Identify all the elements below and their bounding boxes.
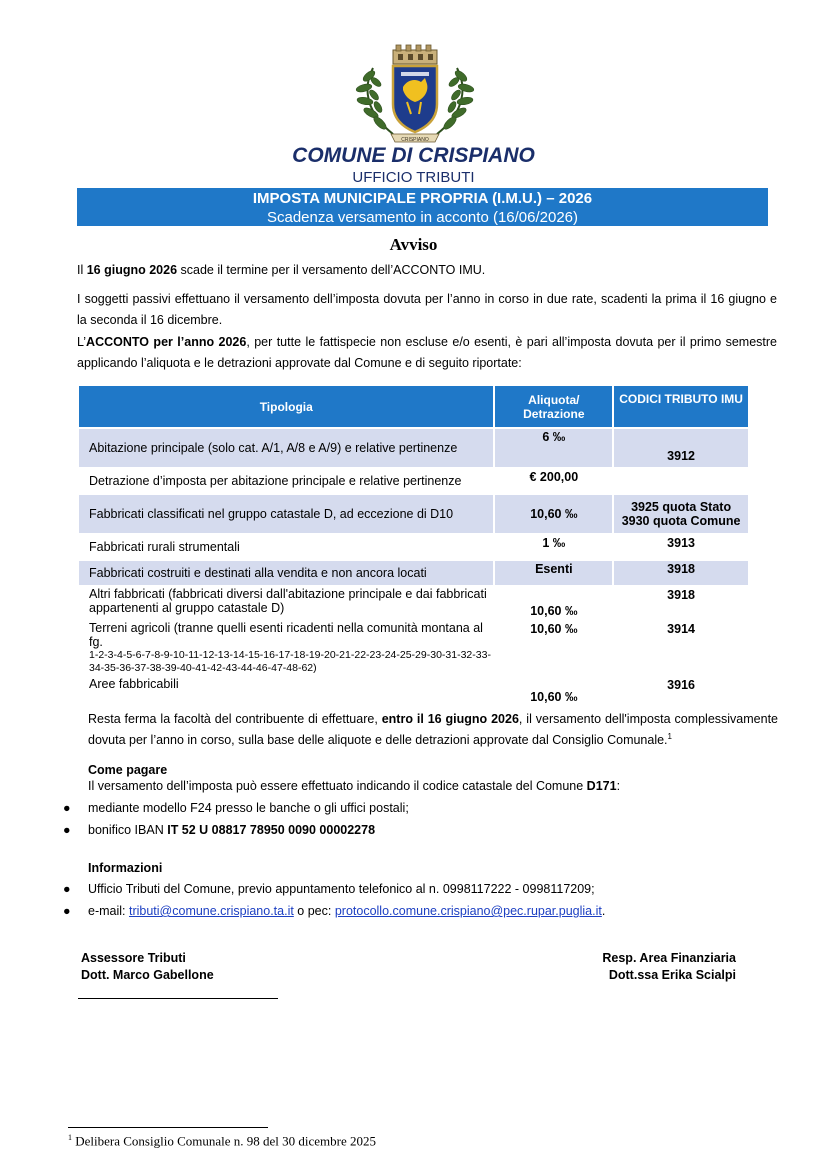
cell-aliquota: 10,60 ‰ (495, 621, 612, 675)
office-name: UFFICIO TRIBUTI (352, 169, 475, 186)
right-signature-name: Dott.ssa Erika Scialpi (608, 968, 736, 982)
footnote-divider (68, 1127, 268, 1128)
bullet-icon: ● (63, 904, 71, 918)
cell-codice-tributo: 3918 (614, 561, 748, 585)
resta-paragraph: Resta ferma la facoltà del contribuente di effettuare, entro il 16 giugno 2026, il versamento dell'imposta complessivamente dovuta per l’anno in corso, sulla base delle aliquote e delle detrazioni approvate dal Consiglio Comunale.$^1$ (88, 712, 779, 748)
intro-paragraph-1: Il 16 giugno 2026 scade il termine per il versamento dell’ACCONTO IMU. (77, 263, 486, 277)
notice-title: Avviso (389, 235, 438, 254)
table-row (79, 621, 748, 675)
municipality-name: COMUNE DI CRISPIANO (292, 144, 535, 167)
cell-aliquota: 6 ‰ (495, 429, 612, 467)
footnote: $^1$ Delibera Consiglio Comunale n. 98 del 30 dicembre 2025 (68, 1133, 376, 1149)
cell-aliquota: Esenti (495, 561, 612, 585)
cell-aliquota: € 200,00 (495, 469, 612, 493)
table-row (79, 587, 748, 619)
cell-tipologia: Fabbricati classificati nel gruppo catastale D, ad eccezione di D10 (79, 495, 493, 533)
banner-subtitle: Scadenza versamento in acconto (16/06/2026) (266, 209, 579, 226)
bullet-icon: ● (63, 882, 71, 896)
cell-codice-tributo (614, 469, 748, 493)
cell-tipologia: Fabbricati rurali strumentali (79, 535, 493, 559)
left-signature (81, 950, 214, 984)
left-signature-name: Dott. Marco Gabellone (81, 968, 214, 982)
cell-tipologia: Detrazione d’imposta per abitazione principale e relative pertinenze (79, 469, 493, 493)
right-signature-role: Resp. Area Finanziaria (602, 951, 736, 965)
come-pagare-title: Come pagare (88, 763, 168, 777)
cell-codice-tributo: 3913 (614, 535, 748, 559)
column-header-aliquota: Aliquota/ Detrazione (495, 386, 612, 427)
table-row (79, 535, 748, 559)
list-item: ● Ufficio Tributi del Comune, previo appuntamento telefonico al n. 0998117222 - 0998117209; (63, 882, 595, 896)
cell-codice-tributo: 3925 quota Stato 3930 quota Comune (614, 495, 748, 533)
informazioni-title: Informazioni (88, 861, 163, 875)
municipal-crest-logo (345, 42, 485, 150)
bullet-icon: ● (63, 801, 71, 815)
list-item: ● mediante modello F24 presso le banche o gli uffici postali; (63, 801, 409, 815)
cell-codice-tributo: 3916 (614, 677, 748, 705)
cell-aliquota: 1 ‰ (495, 535, 612, 559)
title-banner (77, 188, 768, 226)
imu-rates-table (77, 384, 750, 707)
list-item: ● e-mail: tributi@comune.crispiano.ta.it o pec: protocollo.comune.crispiano@pec.rupar.puglia.it. (63, 904, 606, 918)
table-header-row (79, 386, 748, 427)
email-link[interactable]: tributi@comune.crispiano.ta.it (128, 904, 294, 918)
bullet-icon: ● (63, 823, 71, 837)
table-row (79, 469, 748, 493)
cell-codice-tributo: 3914 (614, 621, 748, 675)
list-item: ● bonifico IBAN IT 52 U 08817 78950 0090 00002278 (63, 823, 376, 837)
signature-line (78, 998, 278, 999)
banner-title: IMPOSTA MUNICIPALE PROPRIA (I.M.U.) – 2026 (252, 190, 593, 207)
pec-link[interactable]: protocollo.comune.crispiano@pec.rupar.puglia.it (334, 904, 602, 918)
cell-tipologia: Terreni agricoli (tranne quelli esenti ricadenti nella comunità montana al fg. 1-2-3-4-5-6-7-8-9-10-11-12-13-14-15-16-17-18-19-20-21-22-23-24-25-29-30-31-32-33-34-35-36-37-38-39-40-41-42-43-44-46-47-48-62) (79, 621, 493, 675)
cell-aliquota: 10,60 ‰ (495, 495, 612, 533)
cell-tipologia: Abitazione principale (solo cat. A/1, A/8 e A/9) e relative pertinenze (79, 429, 493, 467)
come-pagare-text: Il versamento dell’imposta può essere effettuato indicando il codice catastale del Comune D171: (88, 779, 621, 793)
table-row (79, 561, 748, 585)
cell-aliquota: 10,60 ‰ (495, 587, 612, 619)
intro-paragraph-3: L’ACCONTO per l’anno 2026, per tutte le fattispecie non escluse e/o esenti, è pari all’imposta dovuta per il primo semestre applicando l’aliquota e le detrazioni approvate dal Comune e di seguito riportate: (77, 335, 777, 370)
left-signature-role: Assessore Tributi (81, 951, 186, 965)
table-row (79, 429, 748, 467)
svg-text:CRISPIANO: CRISPIANO (401, 137, 429, 143)
cell-codice-tributo: 3912 (614, 429, 748, 467)
cell-codice-tributo: 3918 (614, 587, 748, 619)
cell-tipologia: Aree fabbricabili (79, 677, 493, 705)
cell-aliquota: 10,60 ‰ (495, 677, 612, 705)
intro-paragraph-2: I soggetti passivi effettuano il versamento dell’imposta dovuta per l’anno in corso in due rate, scadenti la prima il 16 giugno e la seconda il 16 dicembre. (77, 292, 777, 327)
column-header-tipologia: Tipologia (79, 386, 493, 427)
table-row (79, 677, 748, 705)
table-row (79, 495, 748, 533)
cell-tipologia: Fabbricati costruiti e destinati alla vendita e non ancora locati (79, 561, 493, 585)
column-header-codici: CODICI TRIBUTO IMU (614, 386, 748, 427)
right-signature (602, 950, 736, 984)
cell-tipologia: Altri fabbricati (fabbricati diversi dall'abitazione principale e dai fabbricati appartenenti al gruppo catastale D) (79, 587, 493, 619)
